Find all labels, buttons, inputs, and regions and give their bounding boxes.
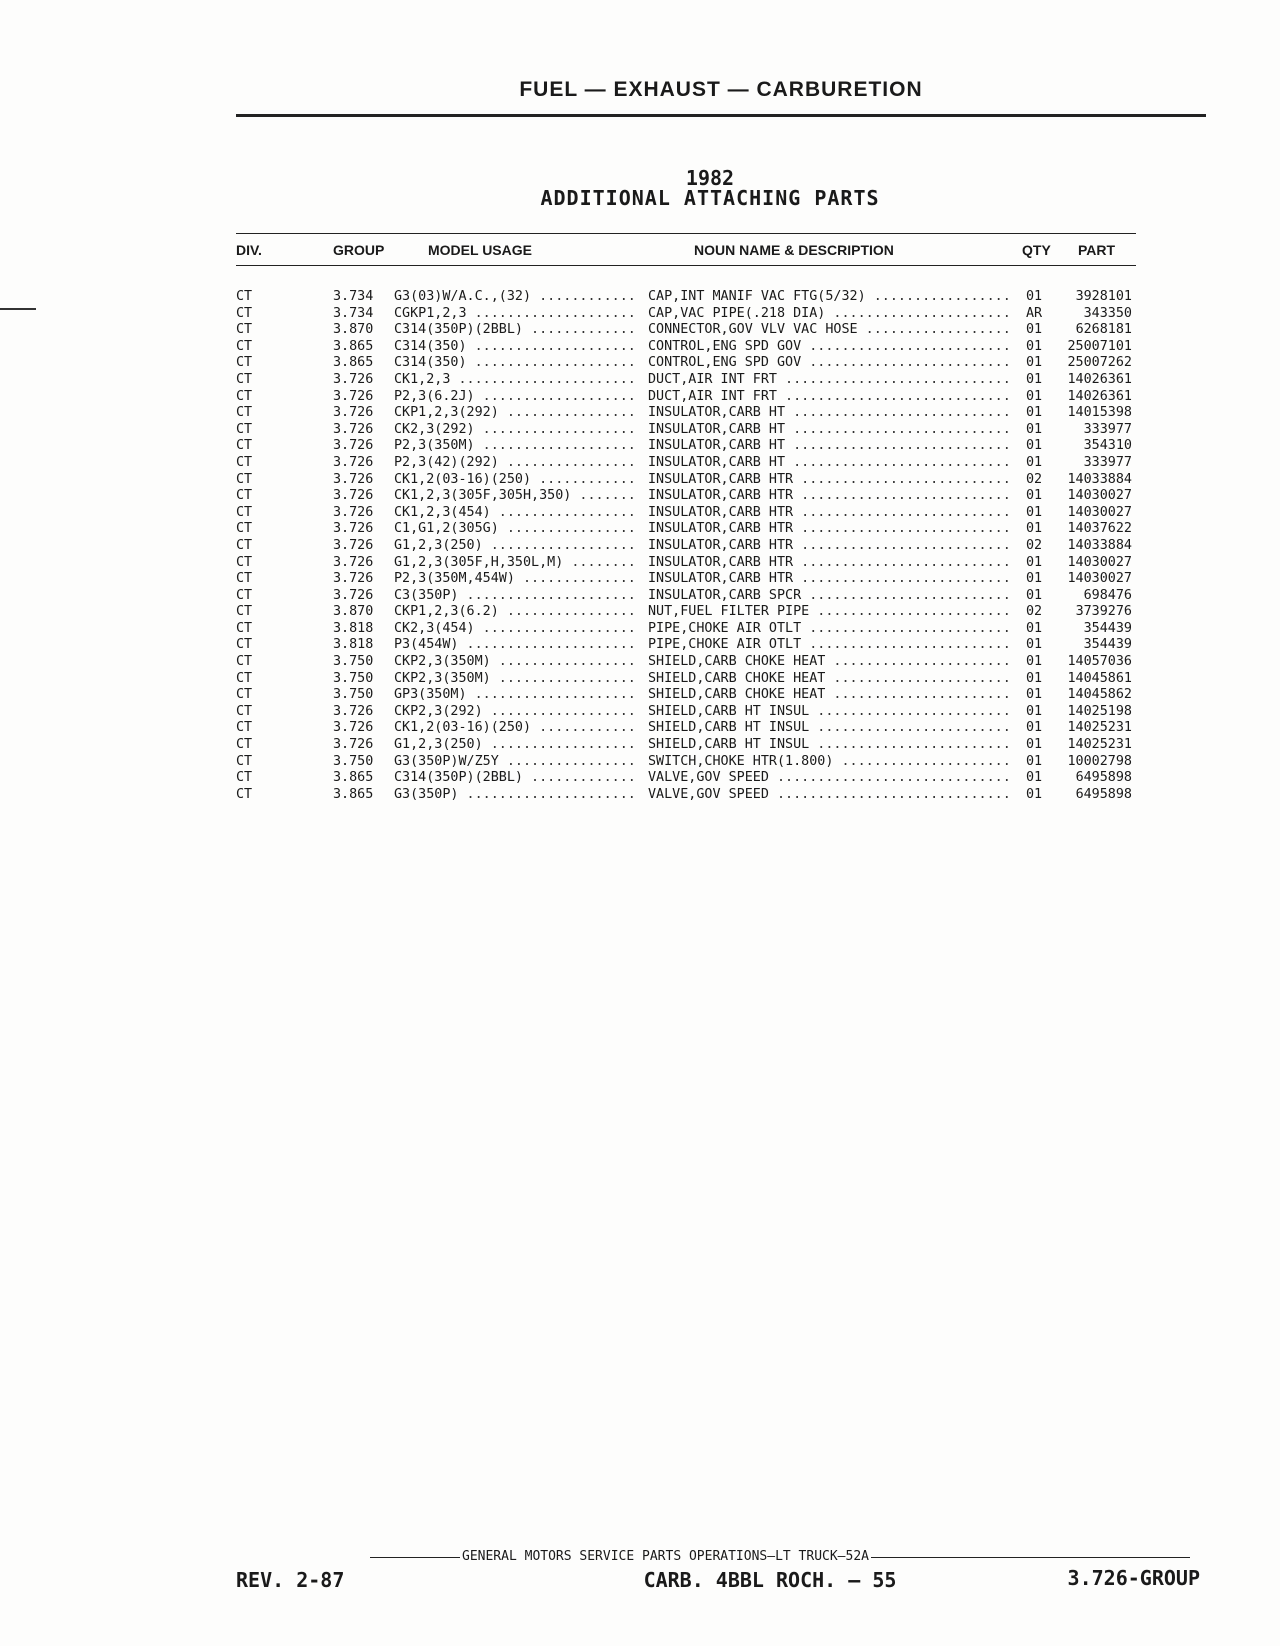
- cell-model-usage: CKP2,3(292) .....: [394, 704, 634, 721]
- cell-model-usage: CKP1,2,3(6.2) .....: [394, 604, 634, 621]
- cell-part-number: 14015398: [1067, 405, 1132, 421]
- cell-model-usage: CKP2,3(350M) .....: [394, 654, 634, 671]
- cell-qty: 01: [1026, 703, 1043, 719]
- cell-group: 3.750: [333, 687, 374, 703]
- cell-qty: 01: [1026, 654, 1043, 670]
- table-row: [0, 637, 1280, 654]
- column-header-group: GROUP: [333, 242, 385, 258]
- cell-div: CT: [236, 770, 253, 786]
- table-row: [0, 737, 1280, 754]
- cell-part-number: 6495898: [1075, 786, 1132, 802]
- cell-group: 3.865: [333, 338, 374, 354]
- cell-part-number: 6495898: [1075, 770, 1132, 786]
- cell-part-number: 14030027: [1067, 571, 1132, 587]
- parts-table-body: [0, 289, 1280, 803]
- cell-qty: 01: [1026, 405, 1043, 421]
- cell-model-usage: CKP2,3(350M) .....: [394, 671, 634, 688]
- cell-part-number: 14057036: [1067, 654, 1132, 670]
- cell-description: INSULATOR,CARB HT .....: [648, 455, 1012, 472]
- cell-qty: 01: [1026, 753, 1043, 769]
- column-header-description: NOUN NAME & DESCRIPTION: [694, 242, 894, 258]
- cell-div: CT: [236, 670, 253, 686]
- cell-group: 3.726: [333, 421, 374, 437]
- cell-model-usage: CK2,3(292) .....: [394, 422, 634, 439]
- table-row: [0, 787, 1280, 804]
- cell-model-usage: G1,2,3(305F,H,350L,M) .....: [394, 555, 634, 572]
- cell-qty: 01: [1026, 770, 1043, 786]
- cell-model-usage: CK1,2(03-16)(250) .....: [394, 720, 634, 737]
- cell-description: PIPE,CHOKE AIR OTLT .....: [648, 621, 1012, 638]
- cell-description: INSULATOR,CARB HT .....: [648, 405, 1012, 422]
- cell-qty: AR: [1026, 305, 1043, 321]
- cell-div: CT: [236, 471, 253, 487]
- table-row: [0, 687, 1280, 704]
- cell-model-usage: CKP1,2,3(292) .....: [394, 405, 634, 422]
- cell-part-number: 354439: [1083, 620, 1132, 636]
- cell-qty: 01: [1026, 687, 1043, 703]
- table-row: [0, 770, 1280, 787]
- cell-qty: 01: [1026, 521, 1043, 537]
- cell-part-number: 343350: [1083, 305, 1132, 321]
- table-row: [0, 621, 1280, 638]
- cell-div: CT: [236, 405, 253, 421]
- cell-div: CT: [236, 371, 253, 387]
- cell-description: CAP,INT MANIF VAC FTG(5/32) .....: [648, 289, 1012, 306]
- table-row: [0, 571, 1280, 588]
- table-row: [0, 521, 1280, 538]
- cell-model-usage: CK1,2(03-16)(250) .....: [394, 472, 634, 489]
- cell-description: CONTROL,ENG SPD GOV .....: [648, 339, 1012, 356]
- cell-div: CT: [236, 305, 253, 321]
- cell-qty: 01: [1026, 504, 1043, 520]
- cell-part-number: 14025198: [1067, 703, 1132, 719]
- cell-qty: 01: [1026, 454, 1043, 470]
- cell-model-usage: CK2,3(454) .....: [394, 621, 634, 638]
- table-row: [0, 704, 1280, 721]
- table-row: [0, 538, 1280, 555]
- cell-description: NUT,FUEL FILTER PIPE .....: [648, 604, 1012, 621]
- cell-div: CT: [236, 587, 253, 603]
- cell-part-number: 14030027: [1067, 488, 1132, 504]
- cell-qty: 01: [1026, 670, 1043, 686]
- table-row: [0, 372, 1280, 389]
- cell-group: 3.726: [333, 405, 374, 421]
- cell-group: 3.726: [333, 554, 374, 570]
- cell-div: CT: [236, 737, 253, 753]
- cell-part-number: 354310: [1083, 438, 1132, 454]
- cell-description: DUCT,AIR INT FRT .....: [648, 389, 1012, 406]
- cell-part-number: 14030027: [1067, 504, 1132, 520]
- cell-div: CT: [236, 604, 253, 620]
- cell-div: CT: [236, 338, 253, 354]
- cell-qty: 01: [1026, 421, 1043, 437]
- cell-div: CT: [236, 454, 253, 470]
- cell-qty: 01: [1026, 355, 1043, 371]
- cell-description: SWITCH,CHOKE HTR(1.800) .....: [648, 754, 1012, 771]
- cell-part-number: 14026361: [1067, 388, 1132, 404]
- cell-description: SHIELD,CARB CHOKE HEAT .....: [648, 687, 1012, 704]
- cell-div: CT: [236, 703, 253, 719]
- footer-publisher-line: GENERAL MOTORS SERVICE PARTS OPERATIONS—LT TRUCK—52A: [462, 1549, 869, 1564]
- cell-group: 3.726: [333, 471, 374, 487]
- cell-model-usage: C314(350P)(2BBL) .....: [394, 770, 634, 787]
- section-title: ADDITIONAL ATTACHING PARTS: [540, 186, 880, 210]
- cell-part-number: 14045861: [1067, 670, 1132, 686]
- cell-description: INSULATOR,CARB HT .....: [648, 438, 1012, 455]
- cell-group: 3.870: [333, 322, 374, 338]
- cell-description: INSULATOR,CARB HTR .....: [648, 521, 1012, 538]
- cell-description: SHIELD,CARB HT INSUL .....: [648, 704, 1012, 721]
- cell-part-number: 25007262: [1067, 355, 1132, 371]
- cell-description: INSULATOR,CARB HT .....: [648, 422, 1012, 439]
- cell-model-usage: CGKP1,2,3 .....: [394, 306, 634, 323]
- cell-part-number: 14025231: [1067, 720, 1132, 736]
- cell-div: CT: [236, 571, 253, 587]
- cell-qty: 01: [1026, 786, 1043, 802]
- cell-div: CT: [236, 322, 253, 338]
- cell-description: INSULATOR,CARB SPCR .....: [648, 588, 1012, 605]
- cell-qty: 02: [1026, 537, 1043, 553]
- cell-group: 3.750: [333, 654, 374, 670]
- cell-div: CT: [236, 355, 253, 371]
- cell-model-usage: CK1,2,3 .....: [394, 372, 634, 389]
- table-row: [0, 588, 1280, 605]
- table-row: [0, 405, 1280, 422]
- table-row: [0, 322, 1280, 339]
- cell-group: 3.865: [333, 786, 374, 802]
- cell-qty: 01: [1026, 554, 1043, 570]
- cell-qty: 01: [1026, 587, 1043, 603]
- table-row: [0, 754, 1280, 771]
- cell-qty: 01: [1026, 720, 1043, 736]
- table-row: [0, 472, 1280, 489]
- cell-model-usage: C1,G1,2(305G) .....: [394, 521, 634, 538]
- cell-part-number: 14026361: [1067, 371, 1132, 387]
- cell-description: DUCT,AIR INT FRT .....: [648, 372, 1012, 389]
- cell-group: 3.734: [333, 289, 374, 304]
- cell-description: INSULATOR,CARB HTR .....: [648, 472, 1012, 489]
- cell-qty: 01: [1026, 571, 1043, 587]
- page-header-title: FUEL — EXHAUST — CARBURETION: [519, 78, 923, 101]
- table-row: [0, 422, 1280, 439]
- footer-page-label: CARB. 4BBL ROCH. — 55: [643, 1568, 897, 1592]
- cell-model-usage: C3(350P) .....: [394, 588, 634, 605]
- cell-model-usage: C314(350) .....: [394, 355, 634, 372]
- cell-model-usage: P2,3(42)(292) .....: [394, 455, 634, 472]
- cell-model-usage: G3(350P) .....: [394, 787, 634, 804]
- cell-qty: 01: [1026, 289, 1043, 304]
- table-rule-top: [236, 233, 1136, 234]
- table-rule-bottom: [236, 265, 1136, 266]
- column-header-model: MODEL USAGE: [428, 242, 532, 258]
- cell-model-usage: P2,3(350M) .....: [394, 438, 634, 455]
- footer-group-label: 3.726-GROUP: [1067, 1566, 1200, 1590]
- cell-model-usage: G3(03)W/A.C.,(32) .....: [394, 289, 634, 306]
- cell-description: INSULATOR,CARB HTR .....: [648, 571, 1012, 588]
- cell-description: CONTROL,ENG SPD GOV .....: [648, 355, 1012, 372]
- cell-description: SHIELD,CARB HT INSUL .....: [648, 720, 1012, 737]
- cell-part-number: 354439: [1083, 637, 1132, 653]
- cell-group: 3.750: [333, 670, 374, 686]
- cell-description: SHIELD,CARB CHOKE HEAT .....: [648, 671, 1012, 688]
- cell-group: 3.865: [333, 770, 374, 786]
- cell-part-number: 698476: [1083, 587, 1132, 603]
- cell-description: CAP,VAC PIPE(.218 DIA) .....: [648, 306, 1012, 323]
- cell-description: SHIELD,CARB CHOKE HEAT .....: [648, 654, 1012, 671]
- cell-part-number: 3739276: [1075, 604, 1132, 620]
- table-row: [0, 555, 1280, 572]
- cell-div: CT: [236, 753, 253, 769]
- cell-model-usage: C314(350) .....: [394, 339, 634, 356]
- section-year: 1982: [685, 166, 735, 190]
- cell-description: INSULATOR,CARB HTR .....: [648, 538, 1012, 555]
- table-row: [0, 505, 1280, 522]
- cell-div: CT: [236, 488, 253, 504]
- cell-part-number: 333977: [1083, 454, 1132, 470]
- cell-model-usage: CK1,2,3(454) .....: [394, 505, 634, 522]
- cell-div: CT: [236, 554, 253, 570]
- cell-description: VALVE,GOV SPEED .....: [648, 787, 1012, 804]
- cell-div: CT: [236, 786, 253, 802]
- cell-group: 3.726: [333, 371, 374, 387]
- footer-revision: REV. 2-87: [236, 1568, 345, 1592]
- footer-rule: [370, 1549, 1190, 1565]
- cell-group: 3.865: [333, 355, 374, 371]
- cell-group: 3.726: [333, 571, 374, 587]
- cell-part-number: 10002798: [1067, 753, 1132, 769]
- cell-part-number: 14025231: [1067, 737, 1132, 753]
- cell-qty: 01: [1026, 637, 1043, 653]
- cell-div: CT: [236, 687, 253, 703]
- cell-qty: 01: [1026, 371, 1043, 387]
- cell-div: CT: [236, 438, 253, 454]
- table-row: [0, 720, 1280, 737]
- cell-div: CT: [236, 720, 253, 736]
- cell-qty: 01: [1026, 338, 1043, 354]
- cell-div: CT: [236, 637, 253, 653]
- cell-model-usage: P2,3(350M,454W) .....: [394, 571, 634, 588]
- column-header-qty: QTY: [1022, 242, 1051, 258]
- cell-group: 3.818: [333, 620, 374, 636]
- cell-model-usage: G3(350P)W/Z5Y .....: [394, 754, 634, 771]
- cell-div: CT: [236, 620, 253, 636]
- cell-group: 3.750: [333, 753, 374, 769]
- cell-group: 3.726: [333, 504, 374, 520]
- cell-description: SHIELD,CARB HT INSUL .....: [648, 737, 1012, 754]
- cell-model-usage: G1,2,3(250) .....: [394, 538, 634, 555]
- cell-model-usage: C314(350P)(2BBL) .....: [394, 322, 634, 339]
- cell-div: CT: [236, 537, 253, 553]
- cell-div: CT: [236, 421, 253, 437]
- table-row: [0, 455, 1280, 472]
- cell-part-number: 14033884: [1067, 471, 1132, 487]
- cell-group: 3.726: [333, 454, 374, 470]
- cell-qty: 02: [1026, 604, 1043, 620]
- table-row: [0, 438, 1280, 455]
- cell-group: 3.726: [333, 388, 374, 404]
- table-row: [0, 355, 1280, 372]
- cell-qty: 01: [1026, 322, 1043, 338]
- cell-description: INSULATOR,CARB HTR .....: [648, 488, 1012, 505]
- cell-qty: 01: [1026, 737, 1043, 753]
- cell-group: 3.726: [333, 488, 374, 504]
- cell-qty: 01: [1026, 388, 1043, 404]
- cell-group: 3.870: [333, 604, 374, 620]
- cell-model-usage: GP3(350M) .....: [394, 687, 634, 704]
- table-row: [0, 339, 1280, 356]
- table-row: [0, 488, 1280, 505]
- table-row: [0, 654, 1280, 671]
- cell-model-usage: G1,2,3(250) .....: [394, 737, 634, 754]
- cell-group: 3.726: [333, 438, 374, 454]
- cell-part-number: 3928101: [1075, 289, 1132, 304]
- cell-description: CONNECTOR,GOV VLV VAC HOSE .....: [648, 322, 1012, 339]
- cell-description: VALVE,GOV SPEED .....: [648, 770, 1012, 787]
- cell-group: 3.726: [333, 521, 374, 537]
- cell-part-number: 333977: [1083, 421, 1132, 437]
- cell-description: INSULATOR,CARB HTR .....: [648, 505, 1012, 522]
- table-row: [0, 604, 1280, 621]
- cell-div: CT: [236, 388, 253, 404]
- cell-part-number: 25007101: [1067, 338, 1132, 354]
- cell-group: 3.726: [333, 720, 374, 736]
- cell-model-usage: P3(454W) .....: [394, 637, 634, 654]
- cell-div: CT: [236, 654, 253, 670]
- table-row: [0, 389, 1280, 406]
- cell-div: CT: [236, 289, 253, 304]
- cell-group: 3.726: [333, 703, 374, 719]
- cell-description: PIPE,CHOKE AIR OTLT .....: [648, 637, 1012, 654]
- cell-div: CT: [236, 504, 253, 520]
- table-row: [0, 671, 1280, 688]
- cell-group: 3.726: [333, 537, 374, 553]
- table-row: [0, 289, 1280, 306]
- cell-part-number: 6268181: [1075, 322, 1132, 338]
- cell-group: 3.818: [333, 637, 374, 653]
- cell-group: 3.734: [333, 305, 374, 321]
- cell-group: 3.726: [333, 737, 374, 753]
- cell-qty: 01: [1026, 488, 1043, 504]
- cell-group: 3.726: [333, 587, 374, 603]
- cell-description: INSULATOR,CARB HTR .....: [648, 555, 1012, 572]
- cell-div: CT: [236, 521, 253, 537]
- table-row: [0, 306, 1280, 323]
- cell-qty: 01: [1026, 438, 1043, 454]
- cell-qty: 02: [1026, 471, 1043, 487]
- cell-part-number: 14045862: [1067, 687, 1132, 703]
- cell-qty: 01: [1026, 620, 1043, 636]
- cell-part-number: 14030027: [1067, 554, 1132, 570]
- cell-model-usage: CK1,2,3(305F,305H,350) .....: [394, 488, 634, 505]
- cell-model-usage: P2,3(6.2J) .....: [394, 389, 634, 406]
- header-rule: [236, 114, 1206, 117]
- cell-part-number: 14033884: [1067, 537, 1132, 553]
- cell-part-number: 14037622: [1067, 521, 1132, 537]
- column-header-part: PART: [1078, 242, 1116, 258]
- column-header-div: DIV.: [236, 242, 262, 258]
